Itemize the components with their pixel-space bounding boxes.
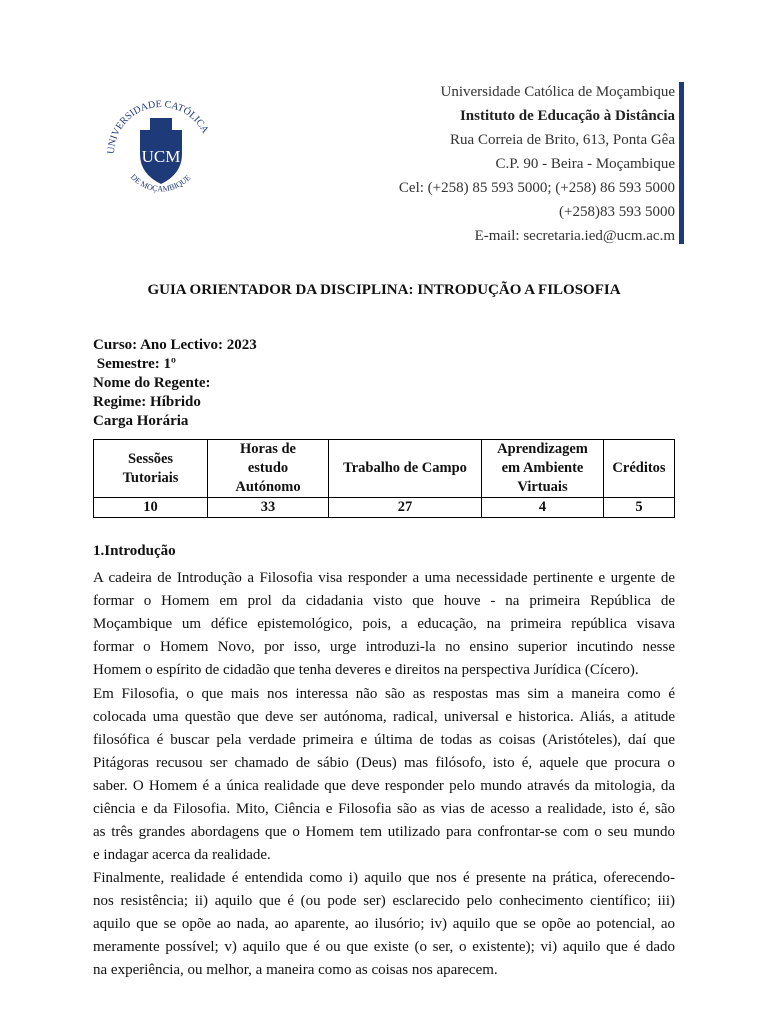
paragraph-line: A cadeira de Introdução a Filosofia visa responder a uma necessidade pertinente e urgente de: [93, 570, 675, 586]
institute-name: Instituto de Educação à Distância: [459, 108, 675, 124]
paragraph-line: Moçambique um défice epistemológico, pois, a educação, na primeira república visava: [93, 616, 675, 632]
paragraph-line: Finalmente, realidade é entendida como i) aquilo que nos é presente na prática, oferecendo-: [93, 870, 675, 886]
header-cell: Aprendizagem em Ambiente Virtuais: [482, 440, 604, 498]
paragraph: [93, 867, 675, 982]
workload-table: [93, 439, 675, 518]
header-cell: Créditos: [604, 440, 675, 498]
university-logo: [100, 92, 222, 202]
section-heading: 1.Introdução: [93, 543, 176, 559]
paragraph-line: Em Filosofia, o que mais nos interessa não são as respostas mas sim a maneira como é: [93, 686, 675, 702]
phone-2: (+258)83 593 5000: [559, 204, 675, 220]
institution-header: [399, 80, 675, 248]
table-cell: 4: [482, 498, 604, 518]
header-cell: Trabalho de Campo: [329, 440, 482, 498]
university-name: Universidade Católica de Moçambique: [440, 84, 675, 100]
document-title: GUIA ORIENTADOR DA DISCIPLINA: INTRODUÇÃO A FILOSOFIA: [147, 282, 621, 298]
paragraph-line: as três grandes abordagens que o Homem tem utilizado para confrontar-se com o seu mundo: [93, 824, 675, 840]
paragraph-line: saber. O Homem é a única realidade que deve responder pelo mundo através da mitologia, da: [93, 778, 675, 794]
email: E-mail: secretaria.ied@ucm.ac.m: [474, 228, 675, 244]
table-cell: 10: [94, 498, 208, 518]
paragraph-line: aquilo que se opõe ao nada, ao aparente, ao ilusório; iv) aquilo que se opõe ao potencial, ao: [93, 916, 675, 932]
paragraph-line: filosófica é buscar pela verdade primeira e última de todas as coisas (Aristóteles), daí que: [93, 732, 675, 748]
address: Rua Correia de Brito, 613, Ponta Gêa: [450, 132, 675, 148]
svg-text:DE MOÇAMBIQUE: DE MOÇAMBIQUE: [128, 172, 193, 194]
regent-name: Nome do Regente:: [93, 375, 211, 391]
paragraph: [93, 683, 675, 867]
workload-label: Carga Horária: [93, 413, 189, 429]
course-info: [93, 336, 257, 431]
paragraph-line: nos resistência; ii) aquilo que é (ou pode ser) esclarecido pelo conhecimento científico; iii): [93, 893, 675, 909]
table-cell: 33: [208, 498, 329, 518]
header-cell: Horas de estudo Autónomo: [208, 440, 329, 498]
table-cell: 27: [329, 498, 482, 518]
paragraph: [93, 567, 675, 682]
paragraph-line: Homem o espírito de cidadão que tenha deveres e direitos na perspectiva Jurídica (Cícero).: [93, 662, 639, 678]
svg-text:UNIVERSIDADE CATÓLICA: UNIVERSIDADE CATÓLICA: [105, 98, 211, 155]
paragraph-line: e indagar acerca da realidade.: [93, 847, 271, 863]
table-row: [94, 498, 675, 518]
paragraph-line: ciência e da Filosofia. Mito, Ciência e Filosofia são as vias de acesso a realidade, isto é, são: [93, 801, 675, 817]
phone: Cel: (+258) 85 593 5000; (+258) 86 593 5000: [398, 180, 675, 196]
postal-box: C.P. 90 - Beira - Moçambique: [495, 156, 675, 172]
paragraph-line: formar o Homem Novo, por isso, urge introduzi-la no ensino superior incutindo nesse: [93, 639, 675, 655]
paragraph-line: meramente possível; v) aquilo que é ou que existe (o ser, o existente); vi) aquilo que é dado: [93, 939, 675, 955]
table-cell: 5: [604, 498, 675, 518]
table-header-row: [94, 440, 675, 498]
header-accent-bar: [679, 82, 684, 244]
semester: Semestre: 1º: [93, 356, 176, 372]
svg-text:UCM: UCM: [141, 147, 181, 166]
course-year: Curso: Ano Lectivo: 2023: [93, 337, 257, 353]
paragraph-line: formar o Homem em prol da cidadania visto que houve - na primeira República de: [93, 593, 675, 609]
regime: Regime: Híbrido: [93, 394, 201, 410]
header-cell: Sessões Tutoriais: [94, 440, 208, 498]
paragraph-line: colocada uma questão que deve ser autónoma, radical, universal e historica. Aliás, a atitude: [93, 709, 675, 725]
paragraph-line: na experiência, ou melhor, a maneira como as coisas nos aparecem.: [93, 962, 498, 978]
paragraph-line: Pitágoras recusou ser chamado de sábio (Deus) mas filósofo, isto é, aquele que procura o: [93, 755, 675, 771]
